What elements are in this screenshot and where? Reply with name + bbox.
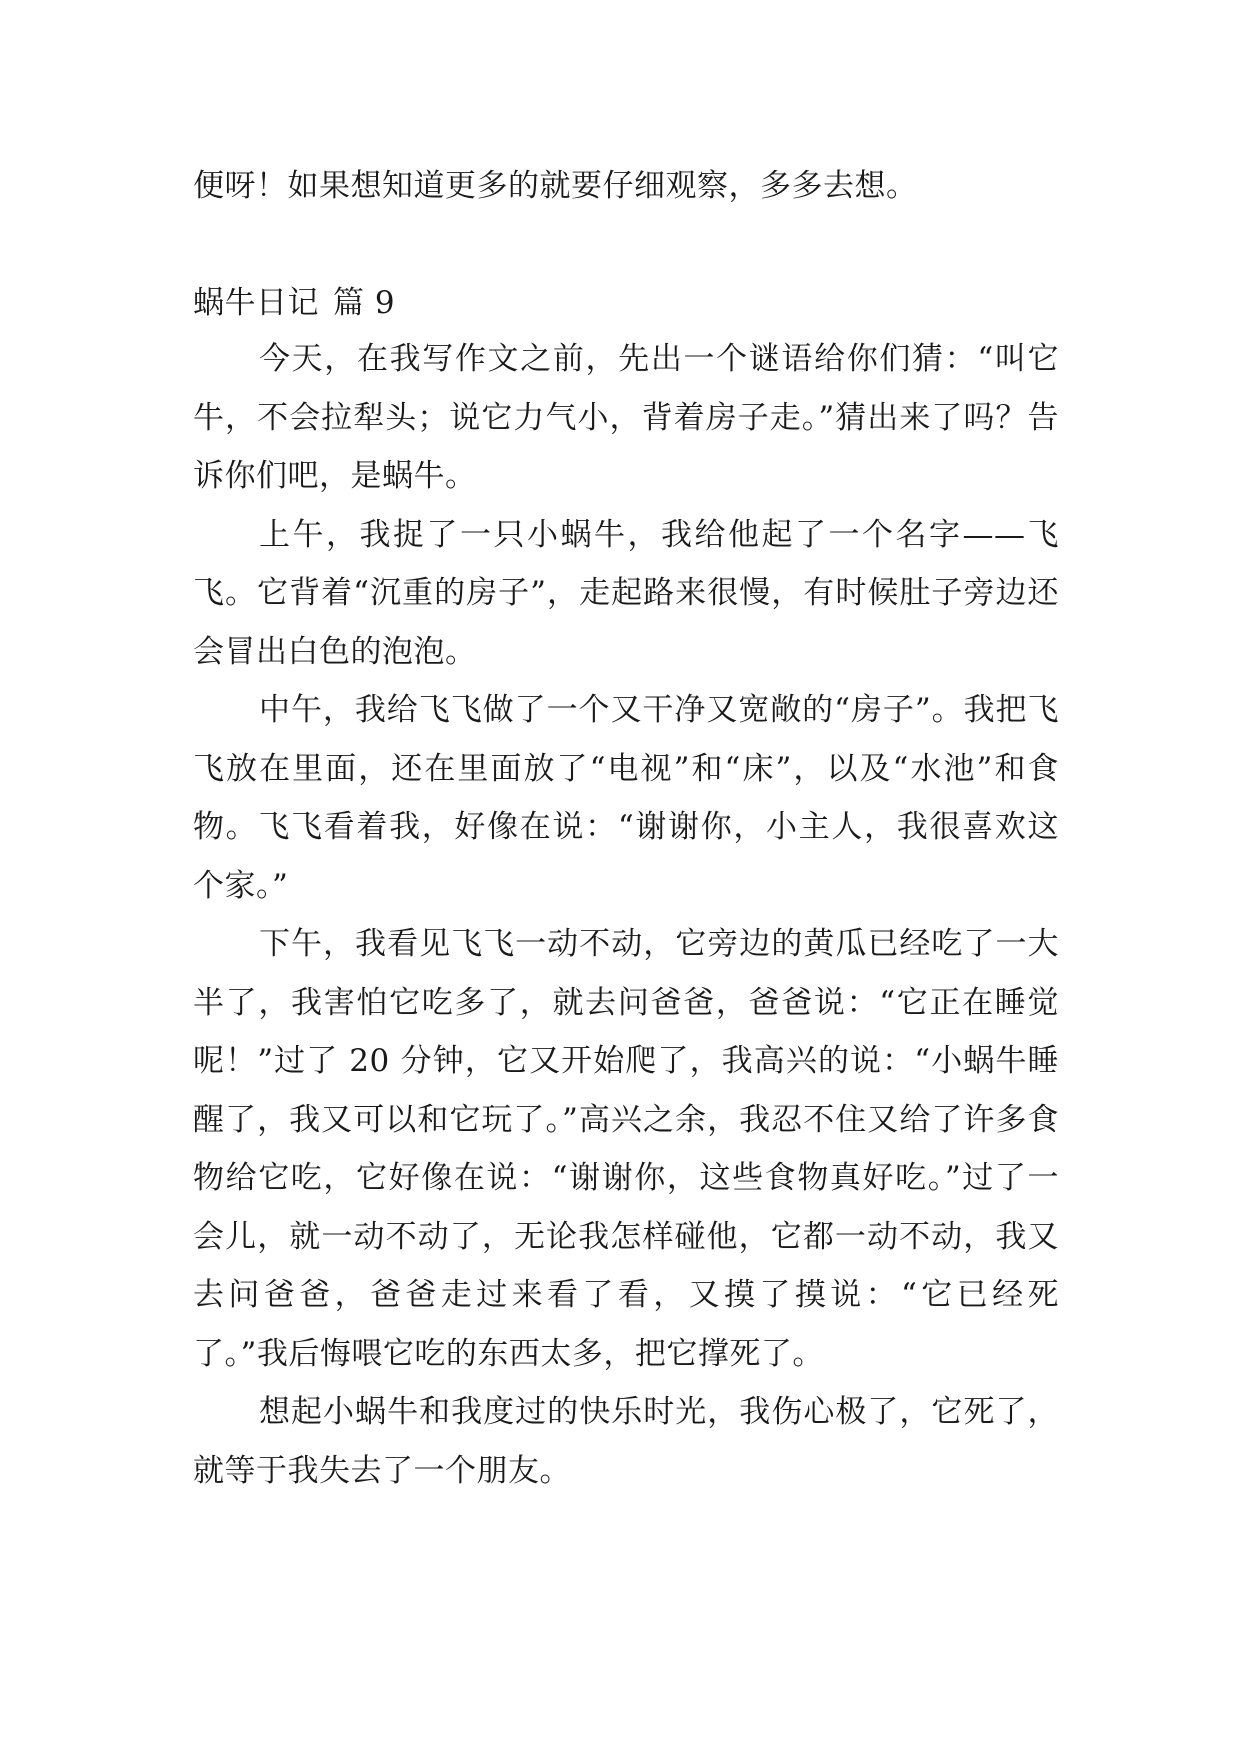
paragraph-noon: 中午，我给飞飞做了一个又干净又宽敞的“房子”。我把飞飞放在里面，还在里面放了“电视”和“床”，以及“水池”和食物。飞飞看着我，好像在说：“谢谢你，小主人，我很喜欢这个家。” bbox=[193, 692, 1059, 904]
paragraph-morning: 上午，我捉了一只小蜗牛，我给他起了一个名字——飞飞。它背着“沉重的房子”，走起路来很慢，有时候肚子旁边还会冒出白色的泡泡。 bbox=[193, 516, 1059, 670]
section-title: 蜗牛日记 bbox=[193, 285, 319, 321]
article-body bbox=[193, 330, 1059, 1500]
paragraph-afternoon: 下午，我看见飞飞一动不动，它旁边的黄瓜已经吃了一大半了，我害怕它吃多了，就去问爸爸，爸爸说：“它正在睡觉呢！”过了 20 分钟，它又开始爬了，我高兴的说：“小蜗牛睡醒了，我又可以和它玩了。”高兴之余，我忍不住又给了许多食物给它吃，它好像在说：“谢谢你，这些食物真好吃。”过了一会儿，就一动不动了，无论我怎样碰他，它都一动不动，我又去问爸爸，爸爸走过来看了看，又摸了摸说：“它已经死了。”我后悔喂它吃的东西太多，把它撑死了。 bbox=[193, 926, 1059, 1372]
paragraph-riddle: 今天，在我写作文之前，先出一个谜语给你们猜：“叫它牛，不会拉犁头；说它力气小，背着房子走。”猜出来了吗？告诉你们吧，是蜗牛。 bbox=[193, 341, 1059, 494]
section-number: 篇 9 bbox=[333, 285, 396, 321]
section-heading bbox=[193, 281, 395, 325]
paragraph-ending: 想起小蜗牛和我度过的快乐时光，我伤心极了，它死了，就等于我失去了一个朋友。 bbox=[193, 1394, 1059, 1489]
intro-line: 便呀！如果想知道更多的就要仔细观察，多多去想。 bbox=[193, 168, 918, 204]
